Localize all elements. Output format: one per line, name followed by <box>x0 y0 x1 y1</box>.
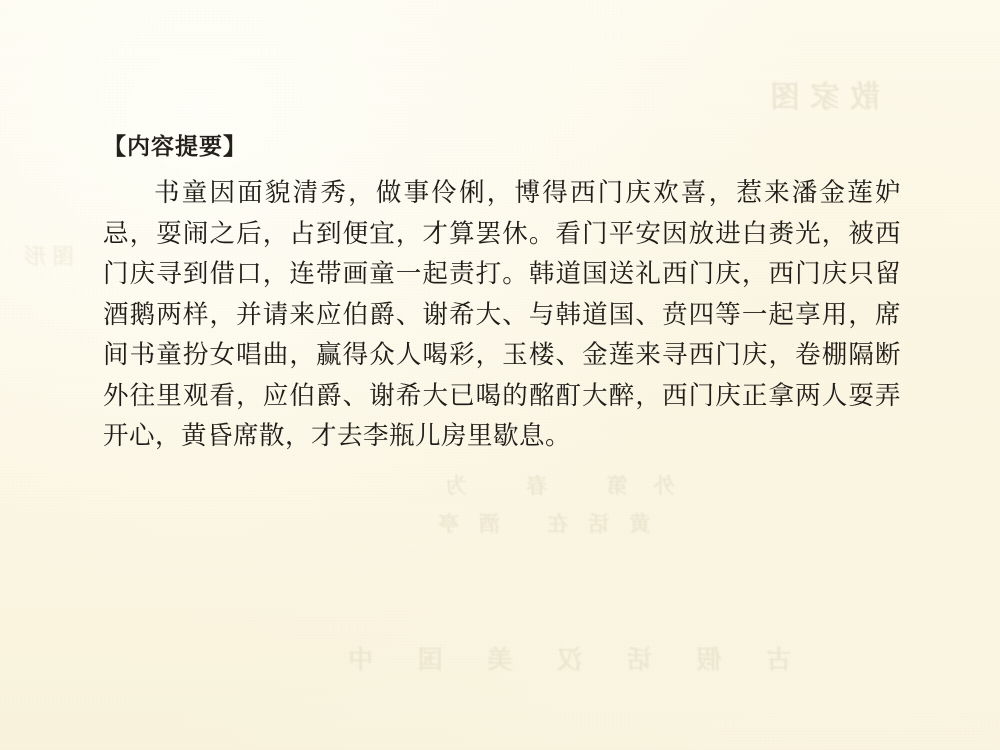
reverse-side-showthrough-middle-line-1: 外第 春 为 <box>420 473 675 498</box>
reverse-side-showthrough-left: 图形 <box>18 244 75 270</box>
summary-paragraph: 书童因面貌清秀，做事伶俐，博得西门庆欢喜，惹来潘金莲妒忌，耍闹之后，占到便宜，才算罢休。看门平安因放进白赉光，被西门庆寻到借口，连带画童一起责打。韩道国送礼西门庆，西门庆只留酒鹅两样，并请来应伯爵、谢希大、与韩道国、贲四等一起享用，席间书童扮女唱曲，赢得众人喝彩，玉楼、金莲来寻西门庆，卷棚隔断外往里观看，应伯爵、谢希大已喝的酩酊大醉，西门庆正拿两人耍弄开心，黄昏席散，才去李瓶儿房里歇息。 <box>103 178 901 451</box>
reverse-side-showthrough-middle-line-2: 黄话在 酒亭 <box>418 511 651 536</box>
content-summary-block <box>103 128 903 457</box>
reverse-side-showthrough-bottom: 古 假 话 汉 美 国 中 <box>330 645 792 674</box>
section-heading-content-summary: 【内容提要】 <box>103 134 247 160</box>
reverse-side-showthrough-top: 散家图 <box>760 80 880 115</box>
